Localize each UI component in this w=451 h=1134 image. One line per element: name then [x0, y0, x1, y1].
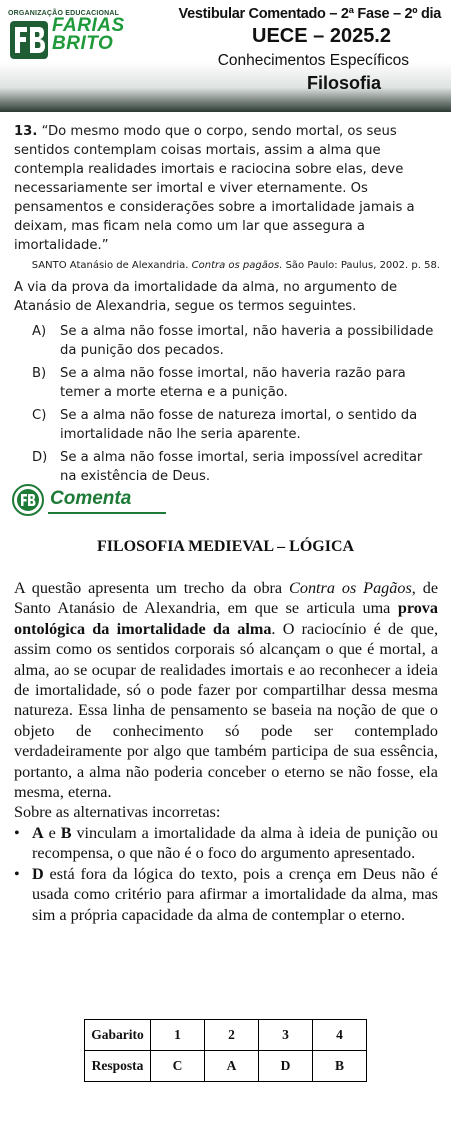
question-text — [14, 122, 440, 255]
source-title: Contra os pagãos. — [191, 260, 283, 271]
exam-title-block — [171, 6, 441, 94]
option-letter: C) — [32, 408, 47, 423]
commentary-paragraph — [14, 578, 438, 802]
option-ref: B — [60, 823, 72, 842]
question-quote: “Do mesmo modo que o corpo, sendo mortal, os seus sentidos contemplam coisas mortais, assim a alma que contempla realidades imortais e raciocina sobre elas, deve necessariamente ser imortal e viver eternamente. Os pensamentos e considerações sobre a imortalidade jamais a deixam, mas ficam nela como um lar que assegura a imortalidade.” — [14, 124, 415, 253]
option-letter: B) — [32, 366, 47, 381]
option-text: Se a alma não fosse imortal, não haveria a possibilidade da punição dos pecados. — [60, 324, 434, 358]
option-b — [14, 364, 440, 402]
commentary-text: , de Santo Atanásio de Alexandria, em que se articula uma — [14, 579, 439, 618]
option-letter: A) — [32, 324, 47, 339]
option-a — [14, 322, 440, 360]
bullet-text — [32, 823, 438, 864]
option-text: Se a alma não fosse de natureza imortal, o sentido da imortalidade não lhe seria aparente. — [60, 408, 418, 442]
bullet-body: vinculam a imortalidade da alma à ideia de punição ou recompensa, o que não é o foco do argumento apresentado. — [32, 823, 438, 863]
option-text: Se a alma não fosse imortal, não haveria razão para temer a morte eterna e a punição. — [60, 366, 406, 400]
exam-title: UECE – 2025.2 — [252, 25, 391, 47]
table-cell: 2 — [205, 1020, 259, 1051]
table-cell: B — [313, 1051, 367, 1082]
source-publisher: São Paulo: Paulus, 2002. p. 58. — [285, 260, 440, 271]
bullet-icon: • — [14, 823, 20, 842]
comenta-badge — [12, 484, 162, 518]
answer-key-table — [84, 1019, 367, 1082]
comenta-label: Comenta — [50, 488, 132, 509]
page-header — [0, 0, 451, 112]
brand-line-2: BRITO — [52, 33, 114, 54]
bullet-body: está fora da lógica do texto, pois a crença em Deus não é usada como critério para afirmar a imortalidade da alma, mas sim a própria capacidade da alma de contemplar o eterno. — [32, 864, 438, 924]
fb-circle-icon — [12, 484, 44, 516]
exam-subject: Filosofia — [306, 73, 381, 93]
option-ref: D — [32, 864, 44, 883]
table-row — [85, 1051, 367, 1082]
fb-logo-icon — [10, 21, 48, 59]
brand-name — [52, 17, 125, 53]
exam-subtitle: Vestibular Comentado – 2ª Fase – 2º dia — [178, 6, 441, 22]
brand-line-1: FARIAS — [52, 15, 125, 36]
question-number: 13. — [14, 124, 38, 139]
commentary-text: . O raciocínio é de que, assim como os sentidos corporais só alcançam o que é mortal, a alma, ao se ocupar de realidades imortais e ao reconhecer a ideia de imortalidade, só o pode fazer por compartilhar dessa mesma natureza. Essa linha de pensamento se baseia na noção de que o objeto de conhecimento só pode ser contemplado verdadeiramente por algo que também participa de sua essência, portanto, a alma não poderia conceber o eterno se não fosse, ela mesma, eterna. — [14, 619, 438, 802]
commentary-title: FILOSOFIA MEDIEVAL – LÓGICA — [96, 538, 355, 555]
commentary-text: A questão apresenta um trecho da obra — [14, 579, 290, 597]
quote-source — [14, 258, 440, 273]
work-title: Contra os Pagãos — [289, 579, 412, 597]
question-block — [14, 122, 440, 490]
brand-logo — [8, 10, 188, 70]
option-ref: A — [32, 823, 44, 842]
connector: e — [43, 823, 61, 842]
source-author: SANTO Atanásio de Alexandria. — [31, 260, 189, 271]
logo-organization-label: ORGANIZAÇÃO EDUCACIONAL — [8, 10, 120, 17]
option-d — [14, 448, 440, 486]
table-cell: A — [205, 1051, 259, 1082]
exam-area: Conhecimentos Específicos — [217, 52, 409, 69]
table-cell: D — [259, 1051, 313, 1082]
option-c — [14, 406, 440, 444]
list-item — [14, 864, 438, 925]
incorrect-intro: Sobre as alternativas incorretas: — [14, 803, 221, 822]
table-cell: C — [151, 1051, 205, 1082]
table-cell: 3 — [259, 1020, 313, 1051]
answer-options — [14, 322, 440, 486]
incorrect-list — [14, 823, 438, 925]
table-header-cell: Gabarito — [85, 1020, 151, 1051]
list-item — [14, 823, 438, 864]
table-cell: 4 — [313, 1020, 367, 1051]
question-stem: A via da prova da imortalidade da alma, no argumento de Atanásio de Alexandria, segue os termos seguintes. — [14, 280, 398, 314]
option-letter: D) — [32, 450, 48, 465]
option-text: Se a alma não fosse imortal, seria impossível acreditar na existência de Deus. — [60, 450, 423, 484]
bullet-text — [32, 864, 438, 925]
table-header-cell: Resposta — [85, 1051, 151, 1082]
key-concept: prova ontológica da imortalidade da alma — [14, 599, 438, 638]
table-cell: 1 — [151, 1020, 205, 1051]
commentary-body — [14, 578, 438, 925]
comenta-underline — [48, 512, 166, 514]
bullet-icon: • — [14, 864, 20, 883]
table-row — [85, 1020, 367, 1051]
